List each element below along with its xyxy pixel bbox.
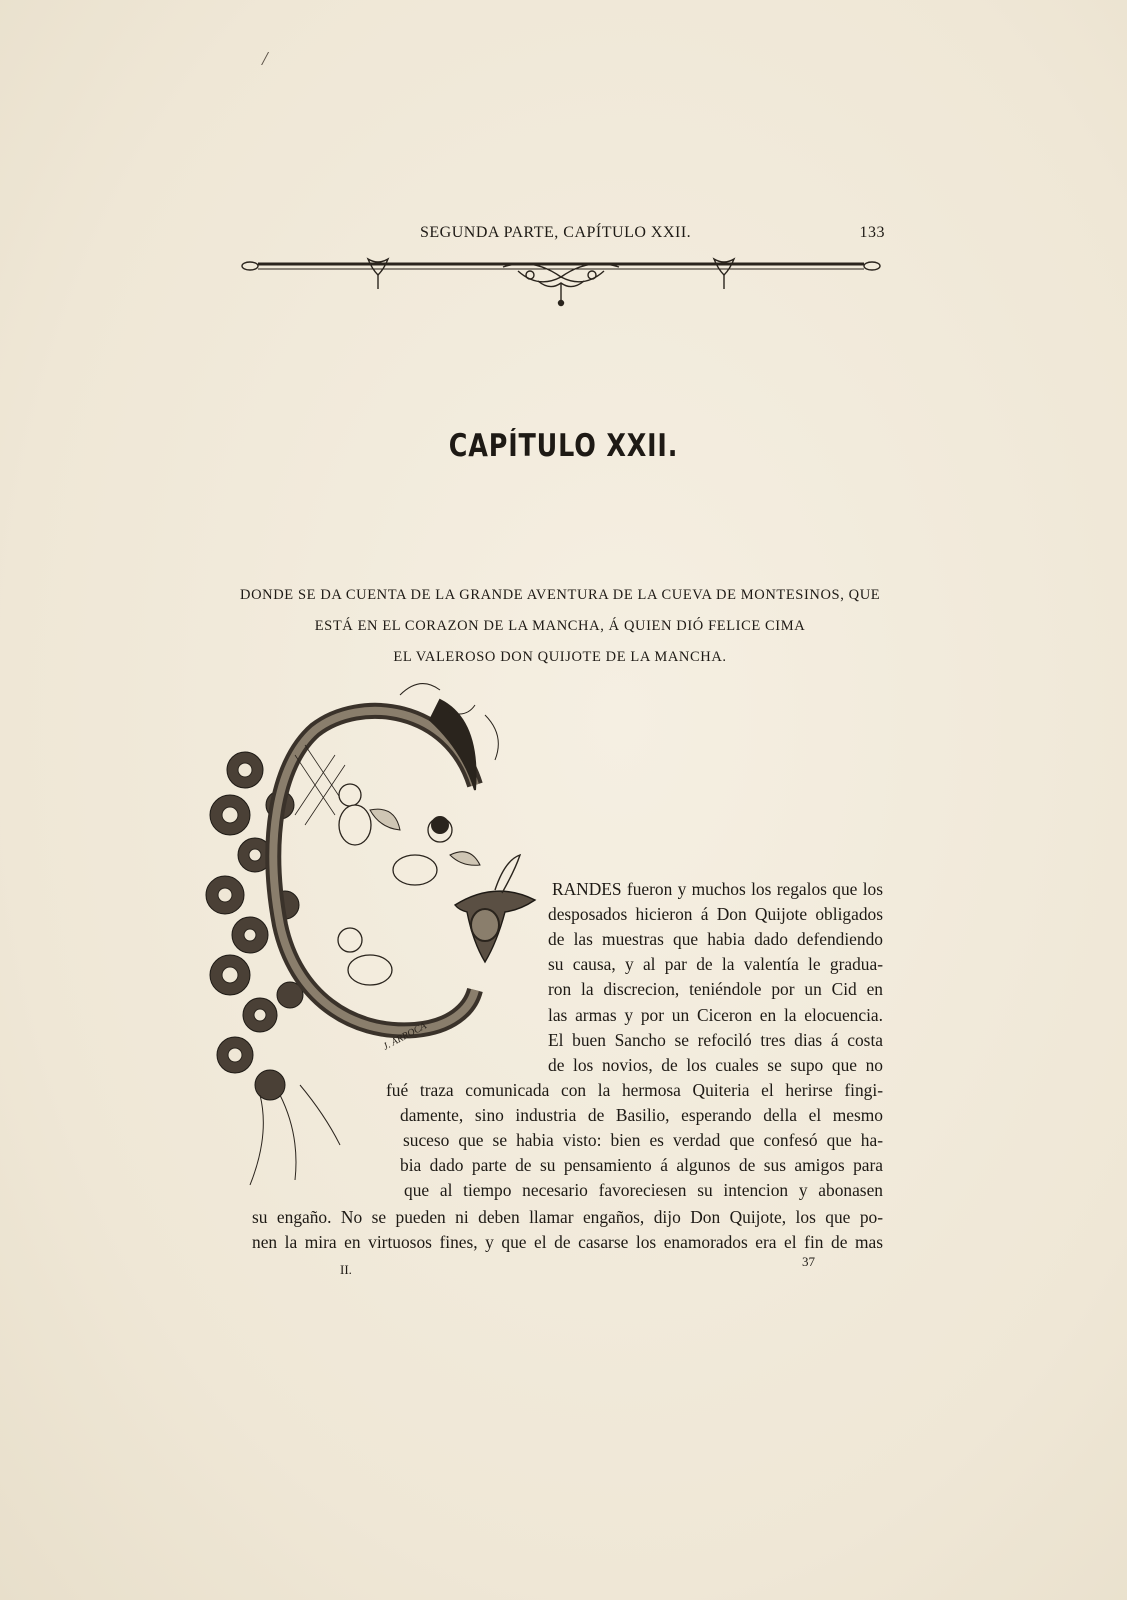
body-line: suceso que se habia visto: bien es verdad que confesó que ha-: [403, 1130, 883, 1150]
stray-ink-mark: /: [262, 48, 268, 70]
engraver-signature: J. ARROCA: [381, 1020, 429, 1053]
page-number: 133: [859, 224, 885, 241]
chapter-summary: [240, 580, 880, 673]
body-line: ron la discrecion, teniéndole por un Cid en: [548, 979, 883, 999]
body-line: de los novios, de los cuales se supo que no: [548, 1055, 883, 1075]
body-line: su causa, y al par de la valentía le gradua-: [548, 954, 883, 974]
body-line: fué traza comunicada con la hermosa Quiteria el herirse fingi-: [386, 1080, 883, 1100]
body-line: RANDES fueron y muchos los regalos que los: [552, 879, 883, 899]
body-line: las armas y por un Ciceron en la elocuencia.: [548, 1005, 883, 1025]
summary-line: EL VALEROSO DON QUIJOTE DE LA MANCHA.: [393, 649, 727, 665]
body-line: bia dado parte de su pensamiento á algunos de sus amigos para: [400, 1155, 883, 1175]
body-line: desposados hicieron á Don Quijote obligados: [548, 904, 883, 924]
summary-line: ESTÁ EN EL CORAZON DE LA MANCHA, Á QUIEN DIÓ FELICE CIMA: [314, 618, 806, 634]
body-line: nen la mira en virtuosos fines, y que el de casarse los enamorados era el fin de mas: [252, 1232, 883, 1252]
body-line: damente, sino industria de Basilio, esperando della el mesmo: [400, 1105, 883, 1125]
body-line: su engaño. No se pueden ni deben llamar engaños, dijo Don Quijote, los que po-: [252, 1207, 883, 1227]
body-line: que al tiempo necesario favoreciesen su intencion y abonasen: [404, 1180, 883, 1200]
running-head-title: SEGUNDA PARTE, CAPÍTULO XXII.: [420, 224, 692, 241]
chapter-title: CAPÍTULO XXII.: [448, 428, 679, 464]
volume-mark: II.: [340, 1262, 352, 1277]
summary-line: DONDE SE DA CUENTA DE LA GRANDE AVENTURA DE LA CUEVA DE MONTESINOS, QUE: [240, 587, 881, 603]
gathering-mark: 37: [802, 1254, 815, 1269]
header-ornament-rule: [238, 255, 884, 313]
body-line: El buen Sancho se refociló tres dias á costa: [548, 1030, 883, 1050]
body-line: de las muestras que habia dado defendiendo: [548, 929, 883, 949]
